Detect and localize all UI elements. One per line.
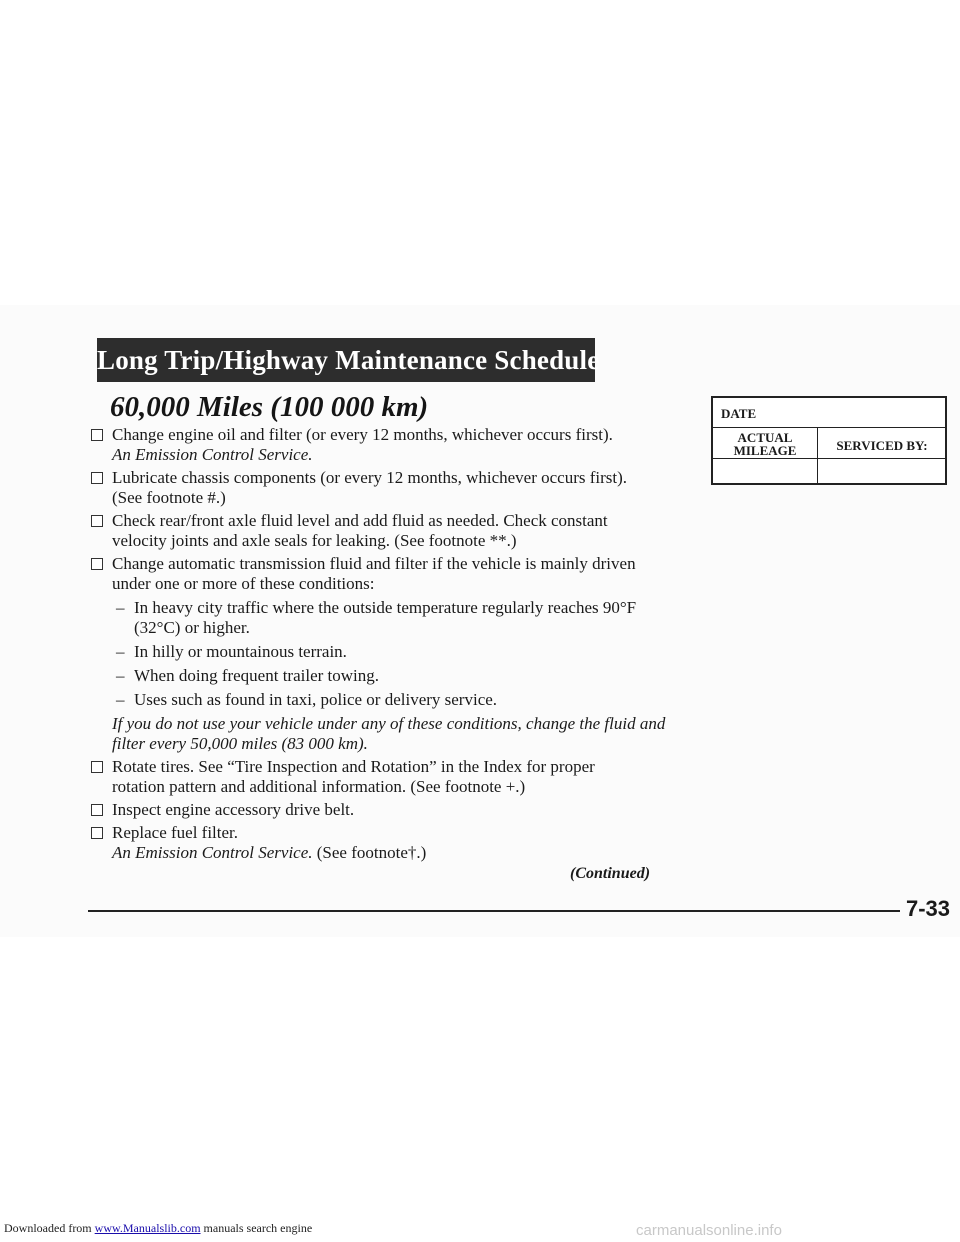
footer-prefix: Downloaded from xyxy=(4,1221,95,1235)
checkbox-icon[interactable] xyxy=(91,804,103,816)
condition-text: When doing frequent trailer towing. xyxy=(134,666,380,685)
checklist-item xyxy=(90,757,690,797)
item-text-cont: under one or more of these conditions: xyxy=(112,574,375,593)
item-text: Inspect engine accessory drive belt. xyxy=(112,800,355,819)
item-text-cont: velocity joints and axle seals for leaking. (See footnote **.) xyxy=(112,531,517,550)
checklist-item xyxy=(90,800,690,820)
checkbox-icon[interactable] xyxy=(91,558,103,570)
item-text: Rotate tires. See “Tire Inspection and Rotation” in the Index for proper xyxy=(112,757,595,776)
serviced-by-label: SERVICED BY: xyxy=(836,438,928,453)
maintenance-checklist xyxy=(90,425,690,866)
checkbox-icon[interactable] xyxy=(91,761,103,773)
condition-text: In hilly or mountainous terrain. xyxy=(134,642,347,661)
checklist-item xyxy=(90,425,690,465)
section-title: 60,000 Miles (100 000 km) xyxy=(110,391,429,423)
header-banner: Long Trip/Highway Maintenance Schedule xyxy=(97,338,595,382)
checklist-item xyxy=(90,554,690,754)
emission-note: An Emission Control Service. xyxy=(112,445,313,464)
mileage-label: MILEAGE xyxy=(733,443,797,458)
condition-item xyxy=(112,666,690,686)
manualslib-link[interactable]: www.Manualslib.com xyxy=(94,1221,201,1235)
condition-text-cont: (32°C) or higher. xyxy=(134,618,250,637)
item-text: Check rear/front axle fluid level and add fluid as needed. Check constant xyxy=(112,511,608,530)
table-divider xyxy=(713,458,945,459)
footer-suffix: manuals search engine xyxy=(200,1221,313,1235)
checkbox-icon[interactable] xyxy=(91,429,103,441)
checklist-item xyxy=(90,823,690,863)
item-text: Replace fuel filter. xyxy=(112,823,239,842)
footnote-ref: (See footnote†.) xyxy=(312,843,427,862)
checkbox-icon[interactable] xyxy=(91,827,103,839)
dash-glyph: – xyxy=(116,690,125,709)
dash-glyph: – xyxy=(116,666,125,685)
condition-item xyxy=(112,642,690,662)
checklist-item xyxy=(90,468,690,508)
item-text: Change automatic transmission fluid and filter if the vehicle is mainly driven xyxy=(112,554,636,573)
continued-label: (Continued) xyxy=(570,865,651,882)
item-text: Lubricate chassis components (or every 12 months, whichever occurs first). xyxy=(112,468,628,487)
date-label: DATE xyxy=(721,406,757,421)
dash-glyph: – xyxy=(116,598,125,617)
emission-note: An Emission Control Service. xyxy=(112,843,313,862)
watermark-text: carmanualsonline.info xyxy=(636,1222,782,1239)
actual-mileage-label xyxy=(713,431,817,457)
item-text-cont: rotation pattern and additional information. (See footnote +.) xyxy=(112,777,526,796)
checkbox-icon[interactable] xyxy=(91,515,103,527)
actual-label: ACTUAL xyxy=(737,430,793,445)
dash-glyph: – xyxy=(116,642,125,661)
checklist-item xyxy=(90,511,690,551)
condition-item xyxy=(112,598,690,638)
page-number: 7-33 xyxy=(906,896,951,921)
download-footer xyxy=(4,1221,312,1236)
checkbox-icon[interactable] xyxy=(91,472,103,484)
item-text-cont: (See footnote #.) xyxy=(112,488,226,507)
conditions-note: If you do not use your vehicle under any of these conditions, change the fluid and filter every 50,000 miles (83 000 km). xyxy=(112,714,666,753)
condition-text: Uses such as found in taxi, police or delivery service. xyxy=(134,690,498,709)
condition-text: In heavy city traffic where the outside temperature regularly reaches 90°F xyxy=(134,598,637,617)
service-record-table xyxy=(711,396,947,485)
item-text: Change engine oil and filter (or every 12 months, whichever occurs first). xyxy=(112,425,613,444)
footer-rule xyxy=(88,910,900,912)
condition-item xyxy=(112,690,690,710)
table-divider xyxy=(713,427,945,428)
table-column-divider xyxy=(817,428,818,483)
